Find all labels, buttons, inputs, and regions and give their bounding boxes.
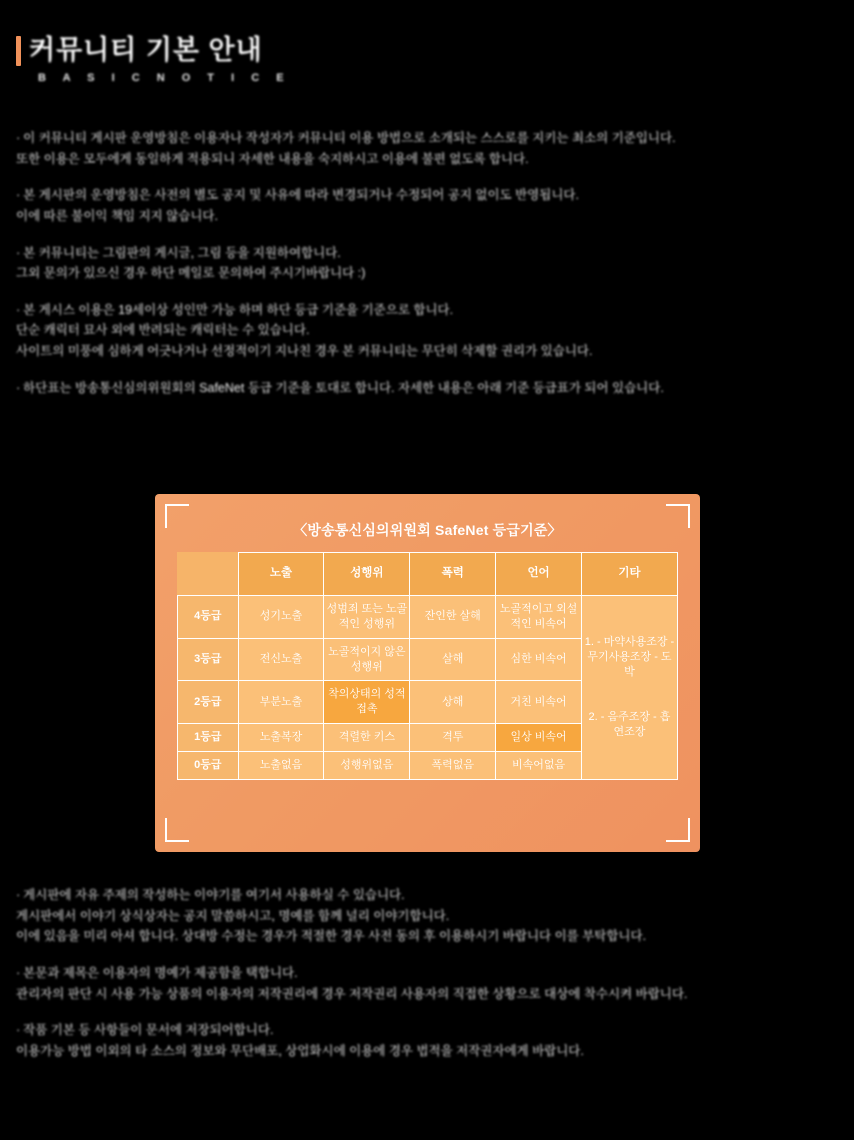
notice-line: · 본 커뮤니티는 그림판의 게시글, 그림 등을 지원하여합니다. <box>16 243 828 264</box>
cell-violence: 폭력없음 <box>410 751 496 779</box>
grade-label: 0등급 <box>178 751 239 779</box>
cell-violence: 살해 <box>410 638 496 681</box>
cell-exposure: 노출복장 <box>238 724 324 752</box>
cell-violence: 잔인한 살해 <box>410 596 496 639</box>
notice-line: 그외 문의가 있으신 경우 하단 메일로 문의하여 주시기바랍니다 :) <box>16 266 366 281</box>
grade-label: 3등급 <box>178 638 239 681</box>
cell-sexual: 격렬한 키스 <box>324 724 410 752</box>
cell-exposure: 노출없음 <box>238 751 324 779</box>
table-row <box>178 596 678 639</box>
notice-line: 관리자의 판단 시 사용 가능 상품의 이용자의 저작권리에 경우 저작권리 사용자의 직접한 상황으로 대상에 착수시켜 바랍니다. <box>16 986 688 1001</box>
page-subtitle: B A S I C N O T I C E <box>38 72 291 84</box>
rating-table <box>177 552 678 780</box>
notice-line: 이에 따른 불이익 책임 지지 않습니다. <box>16 208 218 223</box>
page-title: 커뮤니티 기본 안내 <box>29 35 263 66</box>
cell-sexual: 착의상태의 성적접촉 <box>324 681 410 724</box>
cell-etc <box>581 596 677 780</box>
column-header-sexual: 성행위 <box>324 553 410 596</box>
accent-bar-icon <box>16 36 21 66</box>
column-header-blank <box>178 553 239 596</box>
notice-block <box>16 885 828 947</box>
notice-line: 또한 이용은 모두에게 동일하게 적용되니 자세한 내용을 숙지하시고 이용에 불편 없도록 합니다. <box>16 151 529 166</box>
notice-line: · 하단표는 방송통신심의위원회의 SafeNet 등급 기준을 토대로 합니다. 자세한 내용은 아래 기준 등급표가 되어 있습니다. <box>16 378 828 399</box>
corner-bracket-icon <box>165 504 189 528</box>
column-header-language: 언어 <box>496 553 582 596</box>
cell-sexual: 성범죄 또는 노골적인 성행위 <box>324 596 410 639</box>
notice-block <box>16 243 828 284</box>
corner-bracket-icon <box>666 504 690 528</box>
notice-line: 사이트의 미풍에 심하게 어긋나거나 선정적이기 지나친 경우 본 커뮤니티는 무단히 삭제할 권리가 있습니다. <box>16 344 593 358</box>
cell-language: 심한 비속어 <box>496 638 582 681</box>
cell-violence: 격투 <box>410 724 496 752</box>
corner-bracket-icon <box>666 818 690 842</box>
notice-list-bottom <box>16 885 828 1077</box>
grade-label: 4등급 <box>178 596 239 639</box>
cell-language: 비속어없음 <box>496 751 582 779</box>
notice-line: 게시판에서 이야기 상식상자는 공지 말씀하시고, 명예를 함께 널리 이야기합니다. <box>16 908 450 923</box>
card-title: 〈방송통신심의위원회 SafeNet 등급기준〉 <box>293 522 562 538</box>
etc-group-1: 1. - 마약사용조장 - 무기사용조장 - 도박 <box>584 636 675 678</box>
grade-label: 1등급 <box>178 724 239 752</box>
cell-language: 노골적이고 외설적인 비속어 <box>496 596 582 639</box>
table-header-row <box>178 553 678 596</box>
notice-block <box>16 185 828 226</box>
rating-standard-card <box>155 494 700 852</box>
column-header-violence: 폭력 <box>410 553 496 596</box>
page-header <box>16 36 516 84</box>
etc-group-2: 2. - 음주조장 - 흡연조장 <box>588 710 671 738</box>
cell-language: 일상 비속어 <box>496 724 582 752</box>
notice-block <box>16 378 828 399</box>
corner-bracket-icon <box>165 818 189 842</box>
notice-line: · 이 커뮤니티 게시판 운영방침은 이용자나 작성자가 커뮤니티 이용 방법으로 소개되는 스스로를 지키는 최소의 기준입니다. <box>16 128 828 149</box>
notice-block <box>16 300 828 362</box>
header-title-row <box>16 36 516 66</box>
column-header-exposure: 노출 <box>238 553 324 596</box>
notice-block <box>16 1020 828 1061</box>
cell-exposure: 성기노출 <box>238 596 324 639</box>
notice-line: · 본 게시스 이용은 19세이상 성인만 가능 하며 하단 등급 기준을 기준으로 합니다. <box>16 300 828 321</box>
cell-exposure: 전신노출 <box>238 638 324 681</box>
notice-list-top <box>16 128 828 414</box>
grade-label: 2등급 <box>178 681 239 724</box>
cell-violence: 상해 <box>410 681 496 724</box>
notice-block <box>16 128 828 169</box>
cell-sexual: 노골적이지 않은 성행위 <box>324 638 410 681</box>
notice-line: · 본 게시판의 운영방침은 사전의 별도 공지 및 사유에 따라 변경되거나 수정되어 공지 없이도 반영됩니다. <box>16 185 828 206</box>
column-header-etc: 기타 <box>581 553 677 596</box>
notice-line: · 본문과 제목은 이용자의 명예가 제공함을 택합니다. <box>16 963 828 984</box>
notice-line: · 게시판에 자유 주제의 작성하는 이야기를 여기서 사용하실 수 있습니다. <box>16 885 828 906</box>
notice-line: 이용가능 방법 이외의 타 소스의 정보와 무단배포, 상업화시에 이용에 경우 법적을 저작권자에게 바랍니다. <box>16 1043 584 1058</box>
cell-language: 거친 비속어 <box>496 681 582 724</box>
notice-line: 이에 있음을 미리 아셔 합니다. 상대방 수정는 경우가 적절한 경우 사전 동의 후 이용하시기 바랍니다 이를 부탁합니다. <box>16 929 647 944</box>
cell-exposure: 부분노출 <box>238 681 324 724</box>
notice-line: · 작품 기본 등 사항들이 문서에 저장되어합니다. <box>16 1020 828 1041</box>
cell-sexual: 성행위없음 <box>324 751 410 779</box>
notice-block <box>16 963 828 1004</box>
notice-line: 단순 캐릭터 묘사 외에 반려되는 캐릭터는 수 있습니다. <box>16 323 310 338</box>
